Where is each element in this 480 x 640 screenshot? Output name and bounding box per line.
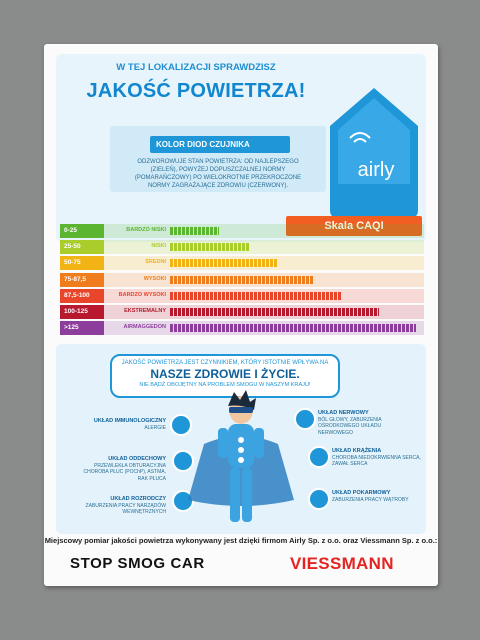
caqi-band-bar	[170, 324, 416, 332]
health-panel	[56, 344, 426, 534]
top-panel	[56, 54, 426, 242]
system-immune	[76, 418, 166, 431]
system-text: BÓL GŁOWY, ZABURZENIA OŚRODKOWEGO UKŁADU NERWOWEGO	[318, 416, 382, 436]
superhero-illustration	[184, 388, 298, 530]
caqi-band-row	[60, 240, 424, 256]
caqi-band-row	[60, 305, 424, 321]
caqi-band-range: 75-87,5	[60, 273, 104, 287]
caqi-band-range: 50-75	[60, 256, 104, 270]
system-title: UKŁAD IMMUNOLOGICZNY	[93, 418, 166, 424]
system-text: ALERGIE	[144, 424, 166, 431]
system-title: UKŁAD NERWOWY	[318, 410, 369, 416]
caqi-band-row	[60, 289, 424, 305]
system-digestive	[332, 490, 422, 503]
caqi-band-bar	[170, 227, 219, 235]
caqi-band-bar	[170, 259, 278, 267]
caqi-band-bar	[170, 276, 313, 284]
caqi-band-range: 100-125	[60, 305, 104, 319]
caqi-band-row	[60, 256, 424, 272]
caqi-band-range: 25-50	[60, 240, 104, 254]
caqi-band-bar	[170, 308, 379, 316]
caqi-band-row	[60, 321, 424, 337]
caqi-band-row	[60, 224, 424, 240]
viessmann-logo: VIESSMANN	[290, 554, 394, 573]
caqi-band-name: AIRMAGGEDON	[123, 324, 166, 331]
bubble-line-3: NIE BĄDŹ OBOJĘTNY NA PROBLEM SMOGU W NASZYM KRAJU!	[139, 382, 311, 388]
system-circulatory	[332, 448, 422, 468]
system-title: UKŁAD KRĄŻENIA	[332, 448, 382, 454]
caqi-band-range: >125	[60, 321, 104, 335]
heart-icon	[308, 446, 330, 468]
stop-smog-car-logo: STOP SMOG CAR	[70, 555, 205, 572]
led-info-box	[110, 126, 326, 192]
caqi-scale-label: Skala CAQI	[286, 216, 422, 236]
caqi-band-name: NISKI	[151, 243, 166, 250]
led-title: KOLOR DIOD CZUJNIKA	[150, 136, 290, 153]
poster	[44, 44, 438, 586]
bubble-line-2: NASZE ZDROWIE I ŻYCIE.	[150, 367, 300, 381]
system-text: PRZEWLEKŁA OBTURACYJNA CHOROBA PŁUC (POChP), ASTMA, RAK PŁUCA	[83, 462, 166, 482]
caqi-band-name: EKSTREMALNY	[124, 308, 166, 314]
system-text: ZABURZENIA PRACY WĄTROBY	[332, 496, 409, 503]
caqi-band-range: 0-25	[60, 224, 104, 238]
system-title: UKŁAD ROZRODCZY	[110, 496, 166, 502]
bubble-line-1: JAKOŚĆ POWIETRZA JEST CZYNNIKIEM, KTÓRY ISTOTNIE WPŁYWA NA	[121, 360, 329, 366]
led-desc-line-1: ODZWOROWUJE STAN POWIETRZA: OD NAJLEPSZEGO	[137, 159, 299, 165]
caqi-band-name: BARDZO NISKI	[126, 227, 166, 233]
led-description	[116, 158, 320, 190]
liver-icon	[308, 488, 330, 510]
system-text: CHOROBA NIEDOKRWIENNA SERCA, ZAWAŁ SERCA	[332, 454, 421, 467]
system-nervous	[318, 410, 408, 436]
caqi-band-bar	[170, 292, 342, 300]
sponsor-text: Miejscowy pomiar jakości powietrza wykonywany jest dzięki firmom Airly Sp. z o.o. oraz Viessmann Sp. z o.o.:	[44, 536, 438, 545]
led-desc-line-4: NORMY ZAGRAŻAJĄCE ZDROWIU (CZERWONY).	[147, 183, 289, 189]
caqi-band-name: ŚREDNI	[145, 259, 166, 266]
system-text: ZABURZENIA PRACY NARZĄDÓW WEWNĘTRZNYCH	[85, 502, 166, 515]
heading-small: W TEJ LOKALIZACJI SPRAWDZISZ	[116, 62, 276, 73]
led-desc-line-3: (POMARAŃCZOWY) PO WIELOKROTNIE PRZEKROCZONE	[134, 175, 302, 181]
system-title: UKŁAD ODDECHOWY	[108, 456, 166, 462]
caqi-band-bar	[170, 243, 249, 251]
airly-logo-text: airly	[357, 159, 395, 181]
airly-logo	[326, 84, 422, 222]
caqi-band-row	[60, 273, 424, 289]
caqi-band-name: BARDZO WYSOKI	[118, 291, 166, 298]
led-desc-line-2: (ZIELEŃ), POWYŻEJ DOPUSZCZALNEJ NORMY	[150, 167, 286, 173]
system-respiratory	[76, 456, 166, 482]
caqi-band-range: 87,5-100	[60, 289, 104, 303]
caqi-band-name: WYSOKI	[143, 275, 166, 282]
system-reproductive	[76, 496, 166, 516]
system-title: UKŁAD POKARMOWY	[332, 490, 391, 496]
heading-big: JAKOŚĆ POWIETRZA!	[86, 80, 306, 102]
